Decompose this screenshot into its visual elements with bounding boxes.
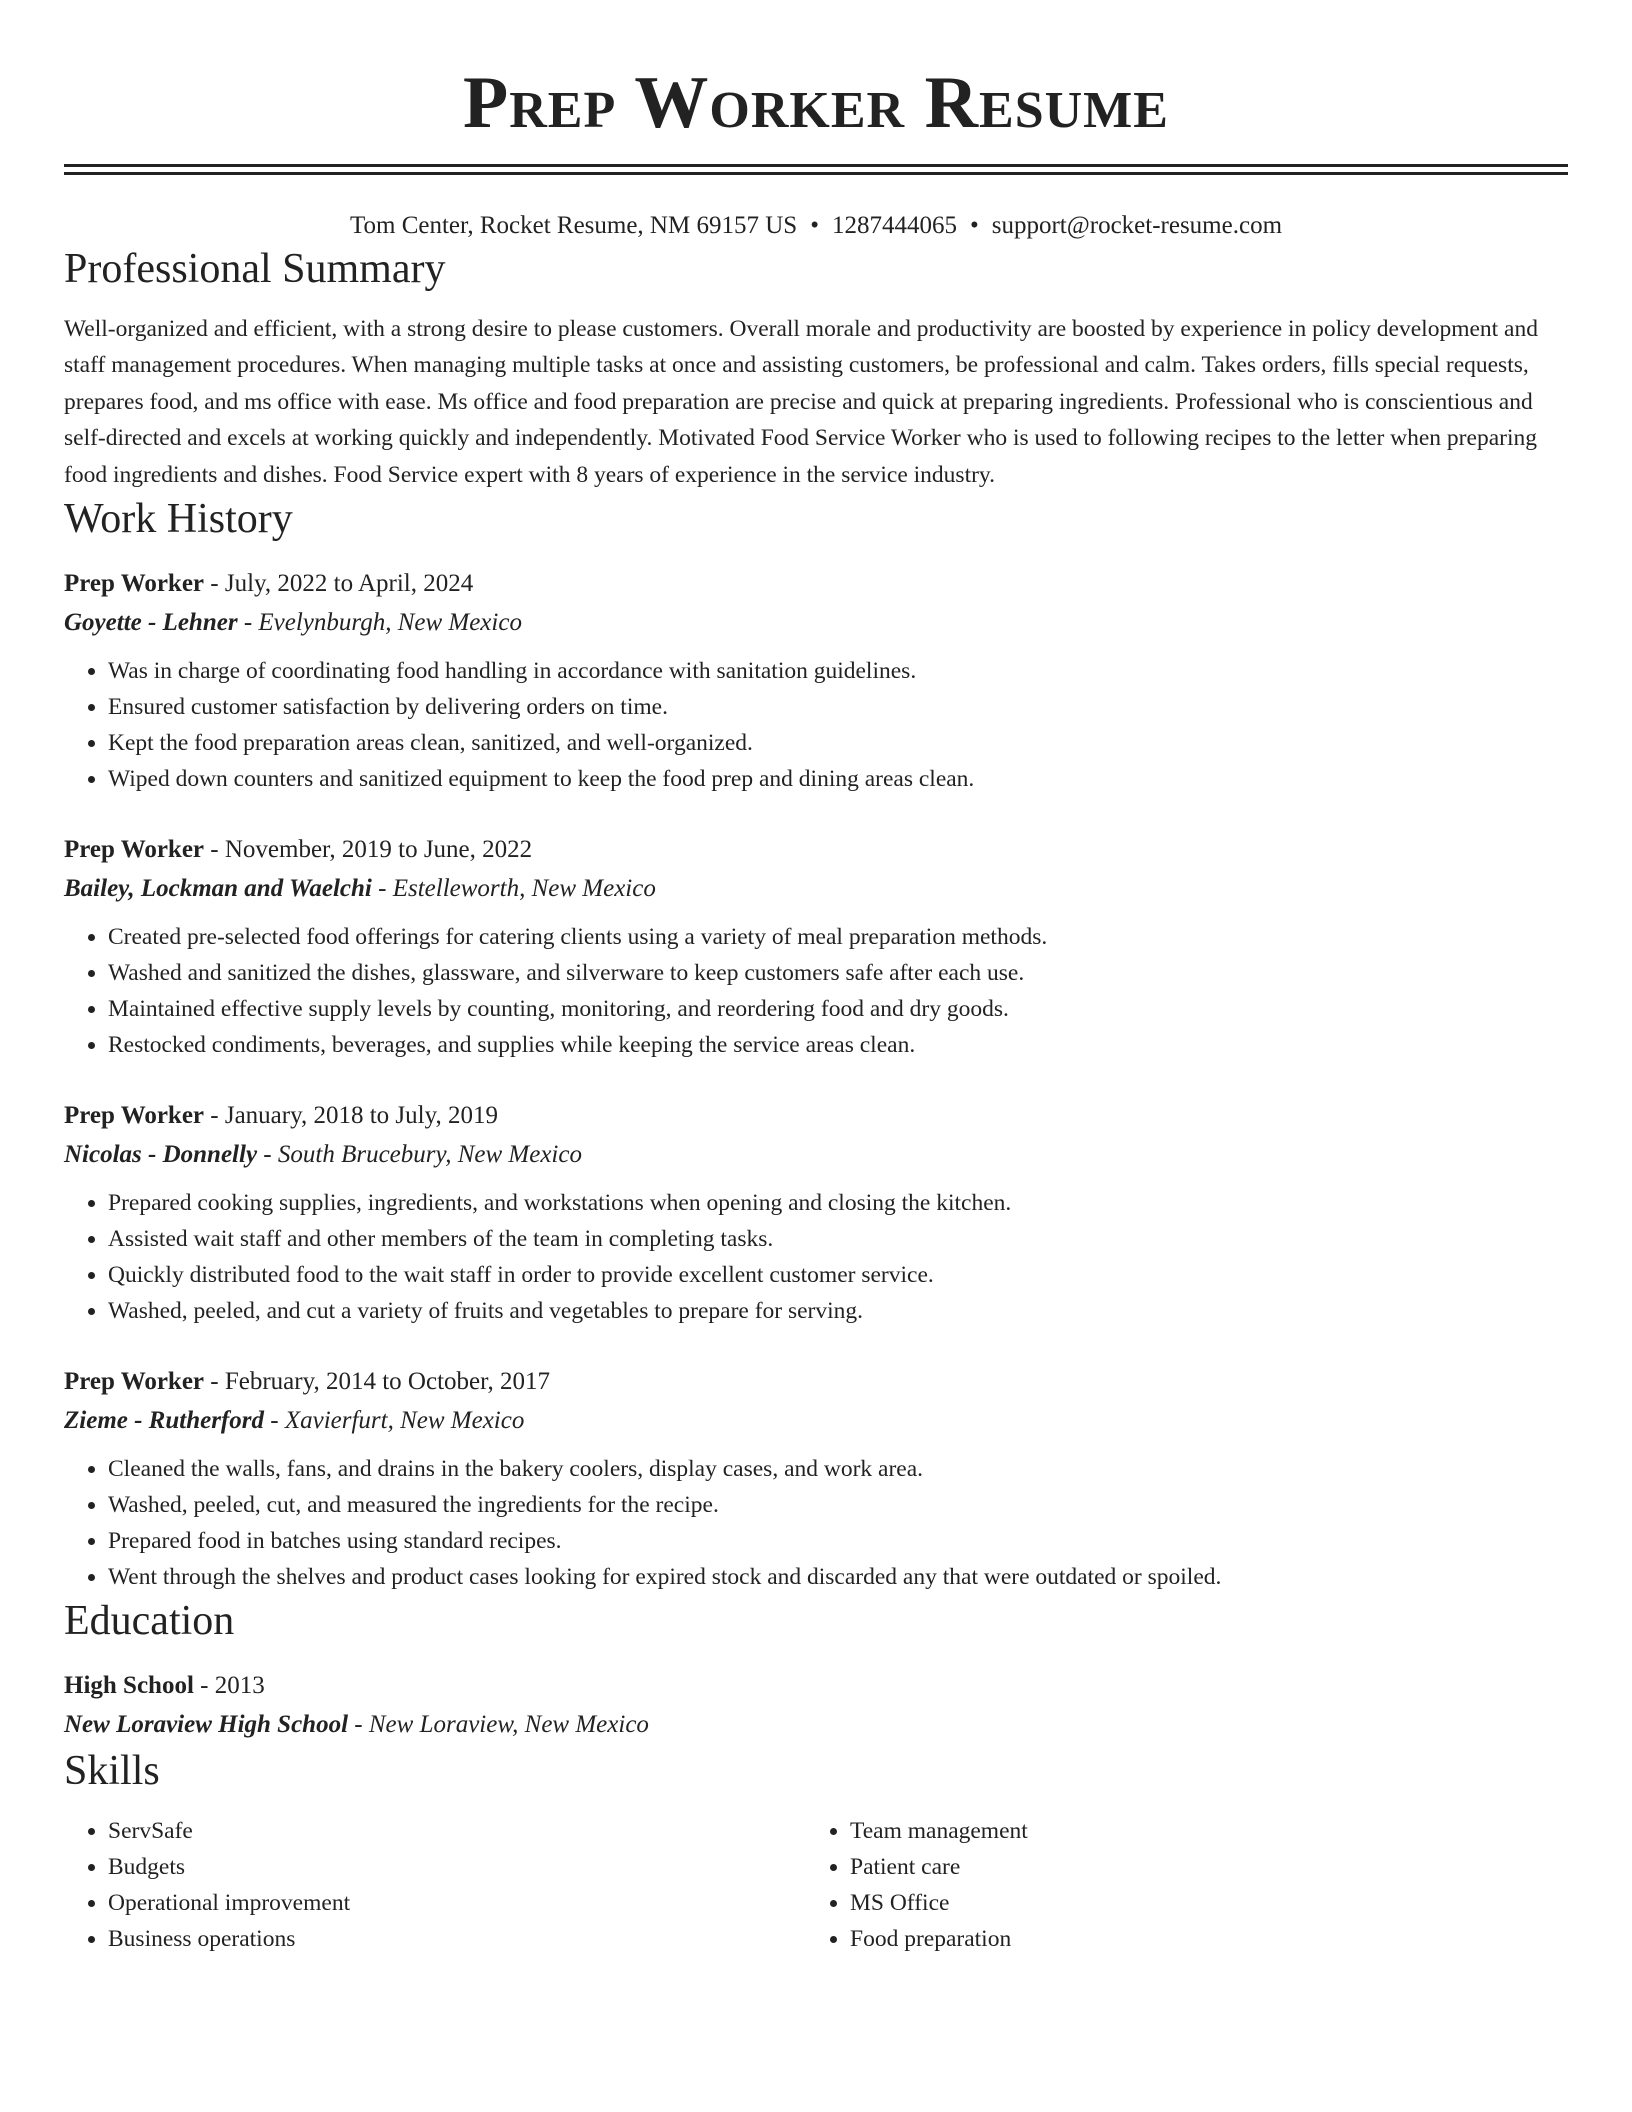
contact-line — [64, 209, 1568, 243]
job-company: Zieme - Rutherford — [64, 1407, 264, 1435]
job-title: Prep Worker — [64, 836, 205, 864]
job-company-line — [64, 869, 1568, 909]
contact-address: Tom Center, Rocket Resume, NM 69157 US — [349, 212, 798, 239]
job-location: - South Brucebury, New Mexico — [257, 1141, 582, 1169]
job-duties — [64, 1451, 1568, 1595]
graduation-year: - 2013 — [193, 1672, 265, 1700]
education-heading: Education — [64, 1598, 235, 1645]
job-duty: • Cleaned the walls, fans, and drains in the bakery coolers, display cases, and work area. — [108, 1451, 1568, 1487]
job-dates: - July, 2022 to April, 2024 — [204, 570, 474, 598]
school-line — [64, 1705, 1568, 1745]
job-title: Prep Worker — [64, 1368, 205, 1396]
job-entry — [64, 565, 1568, 797]
job-duties — [64, 919, 1568, 1063]
job-duty: • Assisted wait staff and other members of the team in completing tasks. — [108, 1221, 1568, 1257]
skill-item: • ServSafe — [108, 1813, 806, 1849]
job-company: Nicolas - Donnelly — [64, 1141, 258, 1169]
contact-separator: • — [810, 212, 819, 239]
skill-item: • Business operations — [108, 1921, 806, 1957]
job-duty: • Prepared cooking supplies, ingredients, and workstations when opening and closing the kitchen. — [108, 1185, 1568, 1221]
summary-heading: Professional Summary — [64, 246, 446, 292]
skill-item: • Team management — [850, 1813, 1550, 1849]
contact-separator: • — [969, 212, 979, 239]
school-location: - New Loraview, New Mexico — [348, 1711, 649, 1739]
job-title: Prep Worker — [64, 1102, 205, 1130]
resume-title: Prep Worker Resume — [463, 62, 1169, 144]
job-location: - Evelynburgh, New Mexico — [237, 609, 522, 637]
job-location: - Xavierfurt, New Mexico — [264, 1407, 525, 1435]
job-dates: - January, 2018 to July, 2019 — [204, 1102, 498, 1130]
job-company-line — [64, 1401, 1568, 1441]
job-title-line — [64, 831, 1568, 869]
job-duty: • Ensured customer satisfaction by delivering orders on time. — [108, 689, 1568, 725]
degree: High School — [64, 1672, 194, 1700]
job-company-line — [64, 603, 1568, 643]
job-duties — [64, 653, 1568, 797]
job-duty: • Kept the food preparation areas clean, sanitized, and well-organized. — [108, 725, 1568, 761]
education-entry — [64, 1667, 1568, 1745]
job-title-line — [64, 1097, 1568, 1135]
job-duty: • Washed, peeled, cut, and measured the ingredients for the recipe. — [108, 1487, 1568, 1523]
job-duty: • Prepared food in batches using standard recipes. — [108, 1523, 1568, 1559]
job-company-line — [64, 1135, 1568, 1175]
summary-text: Well-organized and efficient, with a strong desire to please customers. Overall morale and productivity are boosted by experience in policy development and staff management procedures. When managing multiple tasks at once and assisting customers, be professional and calm. Takes orders, fills special requests, prepares food, and ms office with ease. Ms office and food preparation are precise and quick at preparing ingredients. Professional who is conscientious and self-directed and excels at working quickly and independently. Motivated Food Service Worker who is used to following recipes to the letter when preparing food ingredients and dishes. Food Service expert with 8 years of experience in the service industry. — [64, 316, 1538, 488]
job-title-line — [64, 1363, 1568, 1401]
skill-item: • Food preparation — [850, 1921, 1550, 1957]
title-divider — [64, 164, 1568, 175]
job-entry — [64, 1097, 1568, 1329]
job-duty: • Washed and sanitized the dishes, glassware, and silverware to keep customers safe after each use. — [108, 955, 1568, 991]
degree-line — [64, 1667, 1568, 1705]
job-duty: • Created pre-selected food offerings for catering clients using a variety of meal preparation methods. — [108, 919, 1568, 955]
school-name: New Loraview High School — [64, 1711, 349, 1739]
job-company: Goyette - Lehner — [64, 609, 238, 637]
contact-email: support@rocket-resume.com — [991, 212, 1283, 239]
skills-column-right — [806, 1813, 1550, 1957]
skills-heading: Skills — [64, 1748, 160, 1795]
job-duty: • Quickly distributed food to the wait staff in order to provide excellent customer service. — [108, 1257, 1568, 1293]
skill-item: • Operational improvement — [108, 1885, 806, 1921]
job-company: Bailey, Lockman and Waelchi — [64, 875, 372, 903]
job-duty: • Maintained effective supply levels by counting, monitoring, and reordering food and dry goods. — [108, 991, 1568, 1027]
skills-list — [64, 1813, 1568, 1957]
skill-item: • MS Office — [850, 1885, 1550, 1921]
job-duty: • Was in charge of coordinating food handling in accordance with sanitation guidelines. — [108, 653, 1568, 689]
job-title: Prep Worker — [64, 570, 205, 598]
job-location: - Estelleworth, New Mexico — [371, 875, 656, 903]
contact-phone: 1287444065 — [831, 212, 957, 239]
skill-item: • Budgets — [108, 1849, 806, 1885]
skills-column-left — [64, 1813, 806, 1957]
job-dates: - November, 2019 to June, 2022 — [204, 836, 533, 864]
job-duty: • Restocked condiments, beverages, and supplies while keeping the service areas clean. — [108, 1027, 1568, 1063]
job-duty: • Wiped down counters and sanitized equipment to keep the food prep and dining areas clean. — [108, 761, 1568, 797]
work-history-heading: Work History — [64, 496, 293, 543]
job-duty: • Went through the shelves and product cases looking for expired stock and discarded any that were outdated or spoiled. — [108, 1559, 1568, 1595]
job-dates: - February, 2014 to October, 2017 — [204, 1368, 550, 1396]
job-title-line — [64, 565, 1568, 603]
job-entry — [64, 1363, 1568, 1595]
job-duty: • Washed, peeled, and cut a variety of fruits and vegetables to prepare for serving. — [108, 1293, 1568, 1329]
job-entry — [64, 831, 1568, 1063]
skill-item: • Patient care — [850, 1849, 1550, 1885]
job-duties — [64, 1185, 1568, 1329]
